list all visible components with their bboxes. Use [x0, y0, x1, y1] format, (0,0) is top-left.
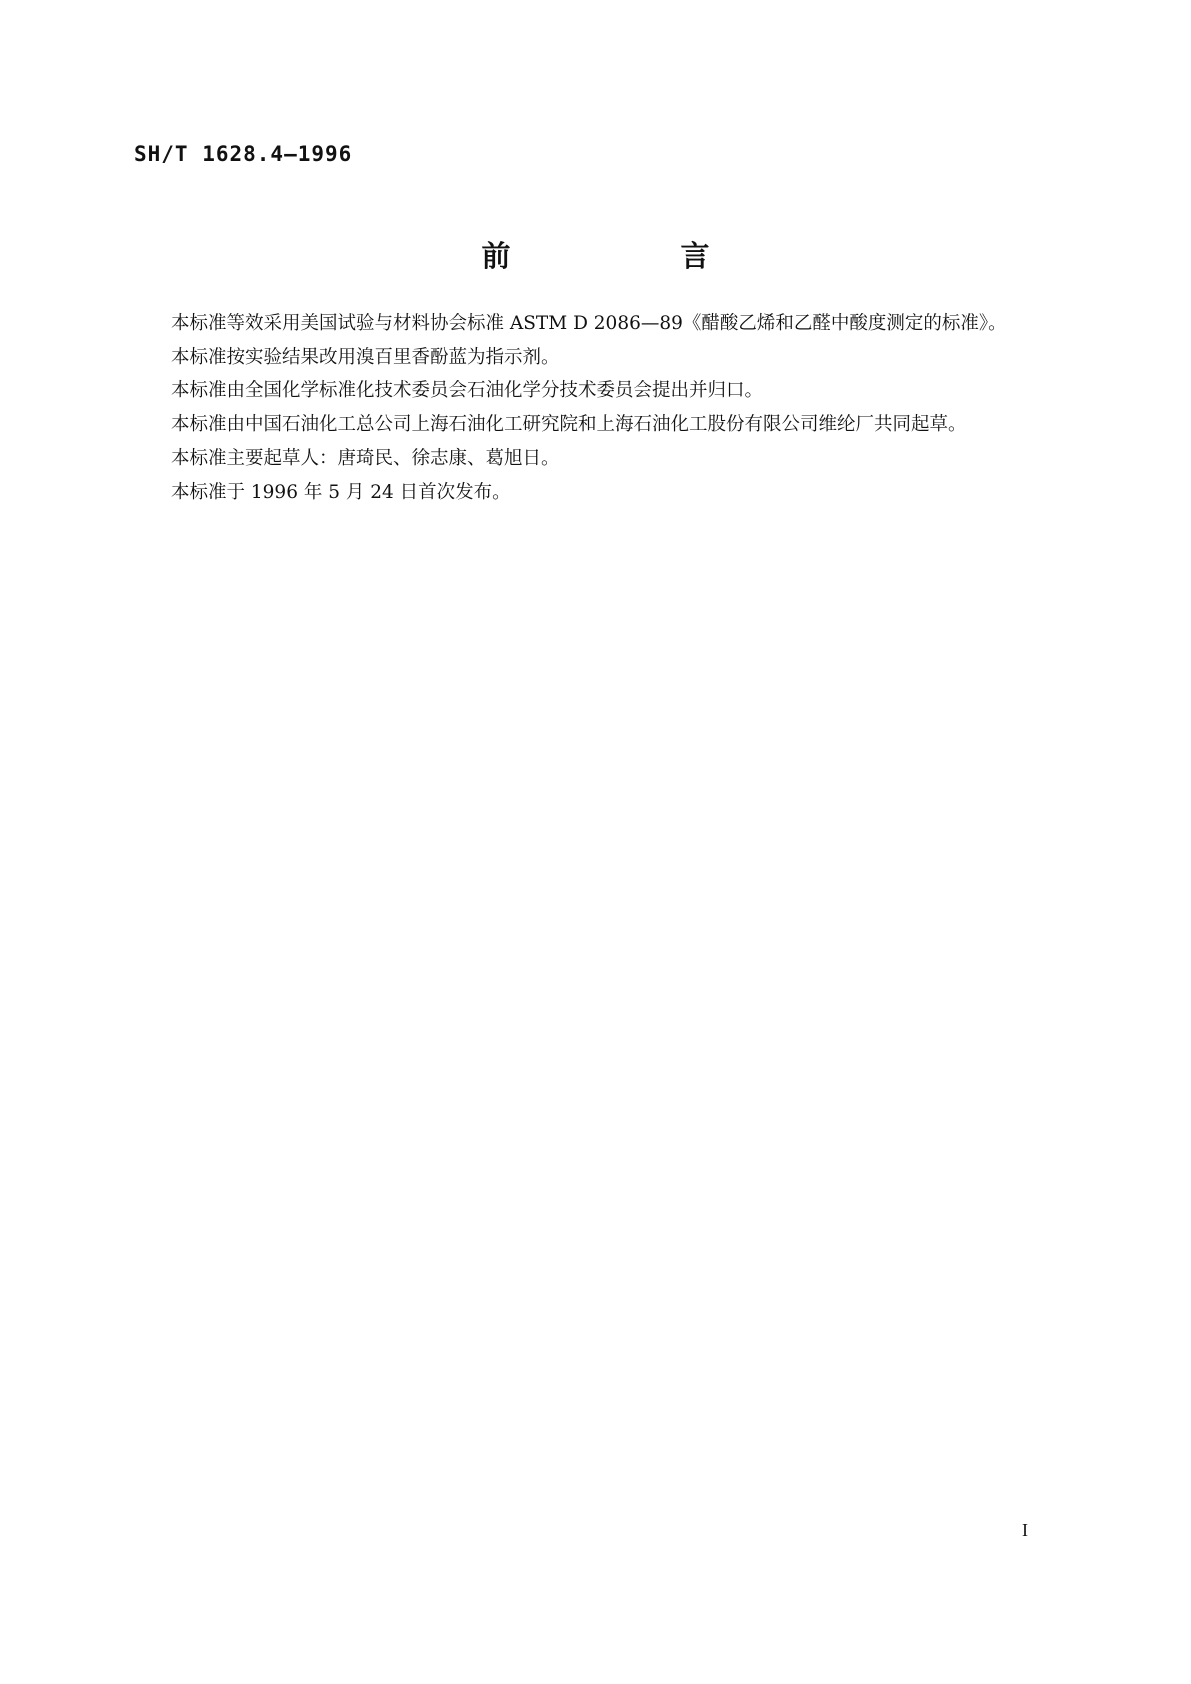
page-title: 前 言 [481, 239, 790, 273]
paragraph-adoption: 本标准等效采用美国试验与材料协会标准 ASTM D 2086—89《醋酸乙烯和乙醛中酸度测定的标准》。 [171, 313, 1007, 334]
foreword-body [134, 307, 1064, 509]
standard-code: SH/T 1628.4—1996 [134, 142, 353, 166]
paragraph-release-date: 本标准于 1996 年 5 月 24 日首次发布。 [171, 481, 511, 503]
paragraph-drafters: 本标准主要起草人：唐琦民、徐志康、葛旭日。 [171, 447, 560, 469]
paragraph-proposer: 本标准由全国化学标准化技术委员会石油化学分技术委员会提出并归口。 [171, 380, 764, 402]
paragraph-indicator: 本标准按实验结果改用溴百里香酚蓝为指示剂。 [171, 346, 560, 368]
page-number: I [1022, 1520, 1028, 1540]
paragraph-drafting-units: 本标准由中国石油化工总公司上海石油化工研究院和上海石油化工股份有限公司维纶厂共同起草。 [171, 414, 967, 436]
